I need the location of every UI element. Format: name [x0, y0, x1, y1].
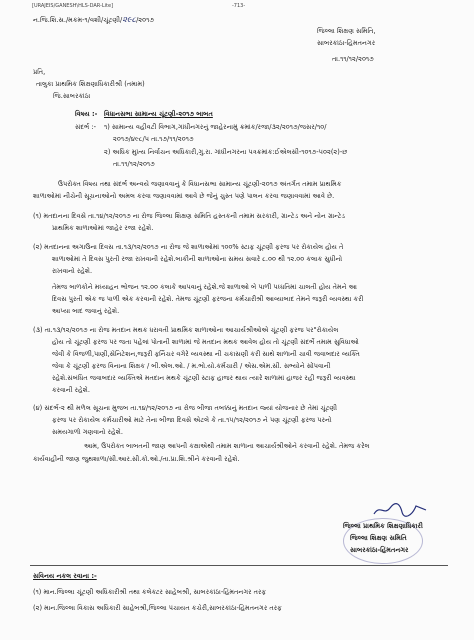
copy-line-1: (૧) માન.જિલ્લા ચૂંટણી અધિકારીશ્રી તથા કલેક્ટર સાહેબશ્રી, સાબરકાંઠા-હિંમતનગર તરફ [33, 588, 267, 596]
closing-line-1: આમ, ઉપરોક્ત બાબતની જાણ આપની કક્ષાએથી તમામ શાળાના આચાર્યશ્રીઓને કરવાની રહેશે. તેમજ કરેલ [84, 442, 370, 450]
point-4-line-1: (૪) સંદર્ભ-૨ થી મળેલ સૂચના મુજબ તા.૧૪/૧૨/૨૦૧૭ ના રોજ બીજા તબક્કાનું મતદાન જ્યાં યોજનાર છે તેમાં ચૂંટણી [33, 404, 338, 412]
point-4-line-3: સમયગાળો ગણવાનો રહેશે. [52, 428, 123, 436]
intro-line-1: ઉપરોક્ત વિષય તથા સંદર્ભ અન્વયે જણાવવાનું કે વિધાનસભા સામાન્ય ચૂંટણી-૨૦૧૭ અંતર્ગત તમામ પ્રાથમિક [58, 180, 342, 188]
addressee-name: તાલુકા પ્રાથમિક શિક્ષણાધિકારીશ્રી (તમામ) [36, 80, 145, 88]
point-3-line-3: જેવી કે વિજળી,પાણી,સેનિટેશન,જરૂરી ફર્નિચર વગેરે વ્યવસ્થા ની ચકાસણી કરી સાથે શાળાની ચાવી જવાબદાર વ્યક્તિ [52, 350, 360, 358]
point-2-line-4: તેમજ બાળકોને મધ્યાહન ભોજન ૧૨.૦૦ કલાકે આપવાનું રહેશે.જે શાળાઓ બે પાળી પધ્ધતિમાં ચાલતી હોય તેમને આ [52, 283, 358, 291]
closing-line-2: કાર્યવાહીની જાણ જુથશાળા/સી.આર.સી.કો.ઓ./તા.પ્રા.શિ.શ્રીને કરવાની રહેશે. [33, 455, 240, 463]
point-2-line-1: (૨) મતદાનના અગાઉના દિવસ તા.૧૩/૧૨/૨૦૧૭ ના રોજ જે શાળાઓમાં ૧૦૦% સ્ટાફ ચૂંટણી ફરજ પર રોકાયેલ હોય તે [33, 243, 344, 251]
signatory-location: સાબરકાંઠા-હિંમતનગર [350, 546, 409, 554]
addressee-district: જિ.સાબરકાંઠા [53, 92, 91, 100]
subject-label: વિષય :- [75, 110, 98, 118]
point-4-line-2: ફરજ પર રોકાયેલ કર્મચારીઓ માટે તેના બીજા દિવસે એટલે કે તા.૧૫/૧૨/૨૦૧૭ ને પણ ચૂંટણી ફરજ પરનો [52, 416, 332, 424]
point-3-line-6: કરવાની રહેશે. [52, 386, 90, 394]
addressee-salutation: પ્રતિ, [33, 68, 46, 76]
reference-handwritten-number: ૨૯૮ [122, 15, 137, 24]
copy-divider [30, 565, 448, 566]
letter-date: તા.૧૧/૧૨/૨૦૧૭ [332, 55, 374, 63]
signatory-title: જિલ્લા પ્રાથમિક શિક્ષણાધિકારી [343, 522, 423, 530]
office-name: જિલ્લા શિક્ષણ સમિતિ, [317, 27, 376, 35]
print-header: [URAJEIS/GANESH\HLS-DAR-Lite] [32, 3, 114, 9]
point-1-line-1: (૧) મતદાનના દિવસે તા.૧૪/૧૨/૨૦૧૭ ના રોજ જિલ્લા શિક્ષણ સમિતિ હસ્તકની તમામ સરકારી, ગ્રાન્ટેડ અને નોન ગ્રાન્ટેડ [33, 212, 346, 220]
reference-year: /૨૦૧૭ [136, 16, 154, 24]
reference-number [33, 16, 154, 24]
point-2-line-3: રાખવાનો રહેશે. [52, 267, 93, 275]
copy-line-2: (૨) માન.જિલ્લા વિકાસ અધિકારી સાહેબશ્રી,જિલ્લા પંચાયત કચેરી,સાબરકાંઠા-હિંમતનગર તરફ [33, 604, 282, 612]
subject-text: વિધાનસભા સામાન્ય ચૂંટણી-૨૦૧૭ બાબત [104, 110, 213, 118]
point-3-line-2: હોય તો ચૂંટણી ફરજ પર જતા પહેલાં પોતાની શાળામાં જે મતદાન મથક આવેલ હોય તો ચૂંટણી સંદર્ભે તમામ સુવિધાઓ [52, 338, 359, 346]
office-location: સાબરકાંઠા-હિંમતનગર [317, 39, 376, 47]
reference-label: સંદર્ભ :- [75, 123, 96, 131]
page-marker: -713- [232, 3, 246, 9]
intro-line-2: શાળાઓમાં નીચેની સૂચનાઓનો અમલ કરવા જણાવવામાં આવે છે જેનું ચુસ્ત પણે પાલન કરવા જણાવવામાં આવે છે. [33, 192, 335, 200]
point-3-line-5: રહેશે.સંબંધિત જવાબદાર વ્યક્તિએ મતદાન મથકે ચૂંટણી સ્ટાફ હાજર થાય ત્યારે શાળામાં હાજર રહી જરૂરી વ્યવસ્થા [52, 374, 356, 382]
point-2-line-5: દિવસ પુરતી એક જ પાળી એક કરવાની રહેશે. તેમજ ચૂંટણી ફરજના કર્મચારીશ્રી આવ્યાબાદ તેમને જરૂરી વ્યવસ્થા કરી [52, 295, 364, 303]
point-2-line-2: શાળાઓમાં તે દિવસ પુરતી રજા રાખવાની રહેશે.બાકીની શાળાઓના સમય સવારે ૮.૦૦ થી ૧૨.૦૦ કલાક સુધીનો [52, 255, 343, 263]
reference-prefix: ન.જિ.શિ.સ./મકમ-૧/વશી/ચૂંટણી/ [33, 16, 123, 24]
reference-1-line-2: ૨૦૧૭/૪૯૮/પ તા.૧૭/૧૧/૨૦૧૭ [113, 135, 194, 143]
reference-2-line-1: ૨) અધિક મુખ્ય નિર્વાચન અધિકારી,ગુ.રા. ગાંધીનગરના પત્રક્રમાંક:ઈએલસી-૧૦૧૭-૫૦૨(૨)-છ [104, 148, 348, 156]
reference-2-line-2: તા.૧૧/૧૨/૨૦૧૭ [113, 160, 155, 168]
handwritten-signature [372, 502, 428, 518]
signatory-office: જિલ્લા શિક્ષણ સમિતિ [350, 534, 407, 542]
copy-title: સવિનય નકલ રવાના :- [33, 572, 97, 580]
reference-1-line-1: ૧) સામાન્ય વહીવટી વિભાગ,ગાંધીનગરનું જાહેરનામું ક્રમાંક/રજા/૩૨/૨૦૧૭/જસર/૧૦/ [104, 123, 327, 131]
point-3-line-4: જેવા કે ચૂંટણી ફરજ વિનાના શિક્ષક / બી.એલ.ઓ. / મ.ભો.યો.કર્મચારી / એસ.એમ.સી. સભ્યોને સોંપવાની [52, 362, 331, 370]
point-2-line-6: આપ્યા બાદ જવાનું રહેશે. [52, 307, 120, 315]
point-1-line-2: પ્રાથમિક શાળાઓમાં જાહેર રજા રહેશે. [52, 224, 154, 232]
point-3-line-1: (૩) તા.૧૩/૧૨/૨૦૧૭ ના રોજ મતદાન મથક ધરાવતી પ્રાથમિક શાળાઓના આચાર્યશ્રીઓએ ચૂંટણી ફરજ પર"રોકાયેલ [33, 326, 339, 334]
